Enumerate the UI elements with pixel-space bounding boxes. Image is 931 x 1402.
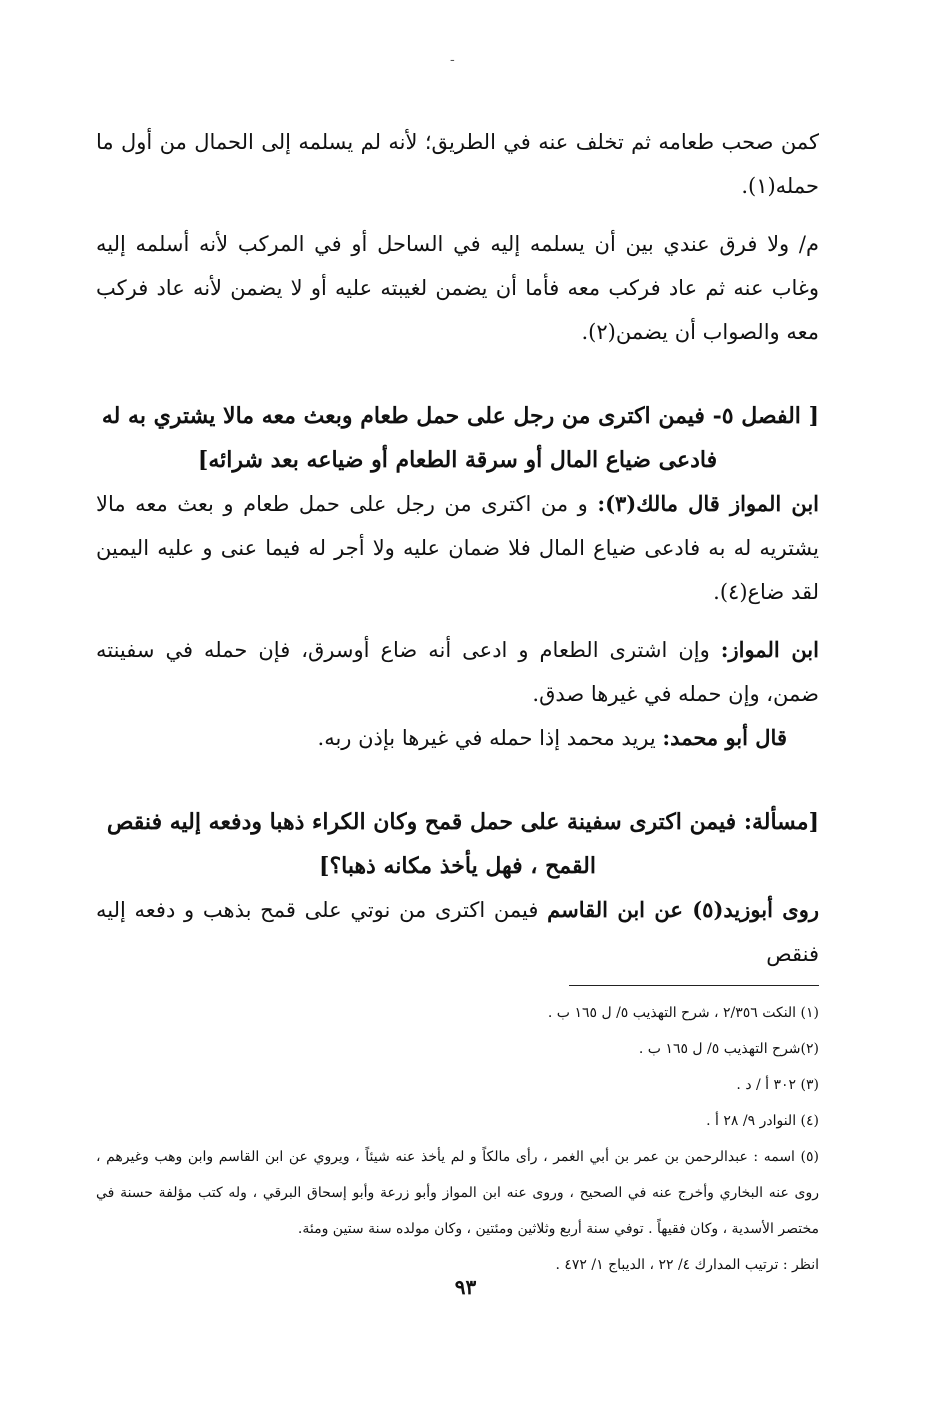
footnotes: [96, 995, 819, 1283]
paragraph-3: [96, 482, 819, 614]
paragraph-4-text: وإن اشترى الطعام و ادعى أنه ضاع أوسرق، فإن حمله في سفينته ضمن، وإن حمله في غيرها صدق.: [96, 638, 819, 706]
speaker-abu-zayd: روى أبوزيد(٥) عن ابن القاسم: [547, 897, 819, 922]
speaker-ibn-al-mawwaz-malik: ابن المواز قال مالك(٣):: [597, 491, 819, 516]
page-number: ٩٣: [454, 1275, 477, 1299]
paragraph-1: كمن صحب طعامه ثم تخلف عنه في الطريق؛ لأنه لم يسلمه إلى الحمال من أول ما حمله(١).: [96, 130, 819, 198]
footnote-separator: [569, 985, 819, 986]
speaker-ibn-al-mawwaz: ابن المواز:: [720, 637, 819, 662]
heading-2-line-1: [مسألة: فيمن اكترى سفينة على حمل قمح وكان الكراء ذهبا ودفعه إليه فنقص: [106, 809, 819, 835]
paragraph-5-text: يريد محمد إذا حمله في غيرها بإذن ربه.: [317, 726, 663, 750]
footnote-3: (٣) ٣٠٢ أ / د .: [736, 1077, 819, 1093]
main-text: [96, 120, 819, 976]
paragraph-2: م/ ولا فرق عندي بين أن يسلمه إليه في الساحل أو في المركب لأنه أسلمه إليه وغاب عنه ثم عاد فركب معه فأما أن يضمن لغيبته عليه أو لا يضمن لأنه عاد فركب معه والصواب أن يضمن(٢).: [96, 232, 819, 344]
paragraph-3-text: و من اكترى من رجل على حمل طعام و بعث معه مالا يشتريه له به فادعى ضياع المال فلا ضمان عليه ولا أجر له فيما عنى و عليه اليمين لقد ضاع(٤).: [96, 492, 819, 604]
footnote-1: (١) النكت ٢/٣٥٦ ، شرح التهذيب ٥/ ل ١٦٥ ب .: [547, 1005, 819, 1021]
footnote-2: (٢)شرح التهذيب ٥/ ل ١٦٥ ب .: [638, 1041, 819, 1057]
paragraph-6-text: فيمن اكترى من نوتي على قمح بذهب و دفعه إليه فنقص: [96, 898, 819, 966]
footnote-6: انظر : ترتيب المدارك ٤/ ٢٢ ، الديباج ١/ ٤٧٢ .: [555, 1257, 819, 1273]
top-mark: -: [450, 52, 455, 68]
speaker-abu-muhammad: قال أبو محمد:: [662, 725, 787, 750]
heading-1-line-2: فادعى ضياع المال أو سرقة الطعام أو ضياعه بعد شرائه]: [197, 447, 718, 473]
paragraph-6: [96, 888, 819, 976]
footnote-5: (٥) اسمه : عبدالرحمن بن عمر بن أبي الغمر ، رأى مالكاً و لم يأخذ عنه شيئاً ، ويروي عن ابن القاسم وابن وهب وغيرهم ، روى عنه البخاري وأخرج عنه في الصحيح ، وروى عنه ابن المواز وأبو زرعة وأبو إسحاق البرقي ، وله كتب مؤلفة حسنة في مختصر الأسدية ، وكان فقيهاً . توفي سنة أربع وثلاثين ومئتين ، وكان مولده سنة ستين ومئة.: [96, 1149, 819, 1237]
paragraph-5: [96, 716, 819, 760]
footnote-4: (٤) النوادر ٩/ ٢٨ أ .: [706, 1113, 819, 1129]
paragraph-4: [96, 628, 819, 716]
heading-1-line-1: [ الفصل ٥- فيمن اكترى من رجل على حمل طعام وبعث معه مالا يشتري به له: [101, 403, 819, 429]
heading-2-line-2: القمح ، فهل يأخذ مكانه ذهبا؟]: [319, 853, 596, 879]
